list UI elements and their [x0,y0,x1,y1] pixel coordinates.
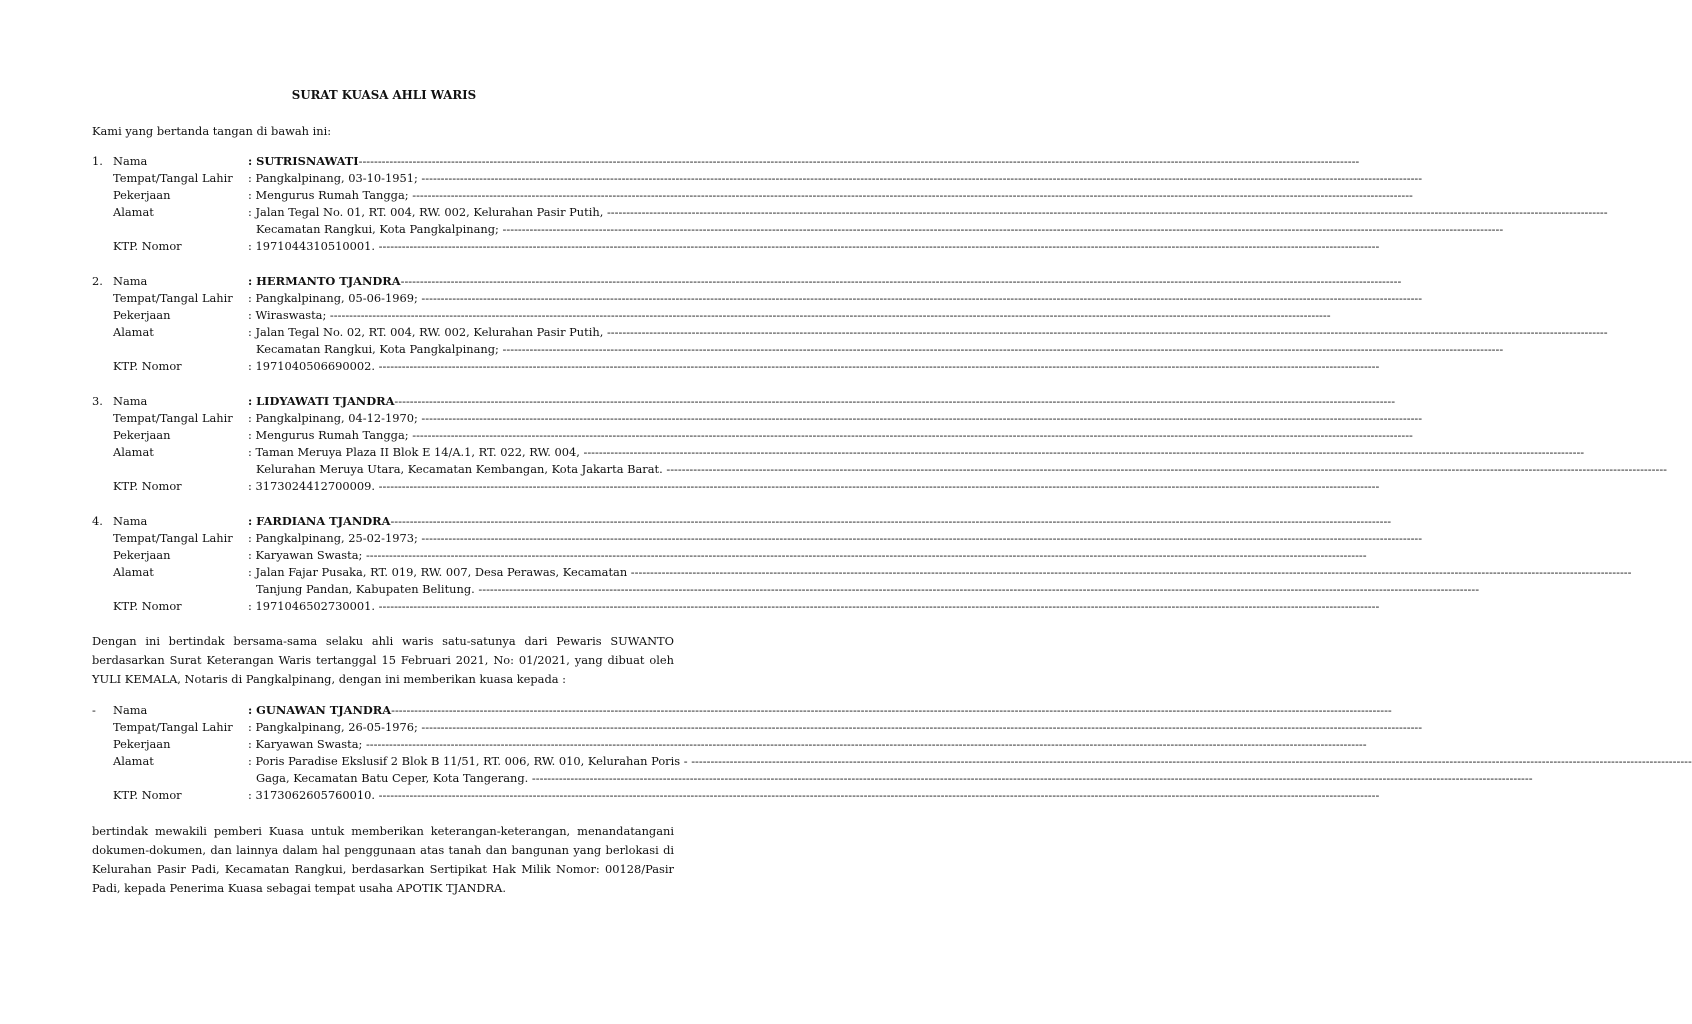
field-value-name [248,513,1392,530]
field-value-ktp [248,598,1380,615]
field-row [92,427,1413,444]
field-value-text: Tanjung Pandan, Kabupaten Belitung. [256,582,475,596]
filler-dashes: -------------------------------------------------------------------------------------------------------------------------------------------------------------------------------------------------------------------------------------------------------------------- [375,599,1380,613]
filler-dashes: -------------------------------------------------------------------------------------------------------------------------------------------------------------------------------------------------------------------------------------------------------------------- [408,428,1413,442]
field-value-job [248,427,1413,444]
field-row [92,461,1668,478]
field-value-birth [248,530,1423,547]
field-value-birth [248,170,1423,187]
field-row [92,238,1380,255]
heir-3 [92,393,1668,495]
filler-dashes: -------------------------------------------------------------------------------------------------------------------------------------------------------------------------------------------------------------------------------------------------------------------- [375,359,1380,373]
field-value-text: : Pangkalpinang, 26-05-1976; [248,720,418,734]
field-label-job: Pekerjaan [113,737,171,751]
field-value-text: : Wiraswasta; [248,308,327,322]
field-value-address2 [256,770,1533,787]
field-value-ktp [248,478,1380,495]
field-value-birth [248,410,1423,427]
field-row [92,307,1331,324]
field-label-job: Pekerjaan [113,548,171,562]
field-label-job: Pekerjaan [113,308,171,322]
power-recipient [92,702,1692,804]
field-value-text: : 3173062605760010. [248,788,376,802]
field-value-job [248,307,1331,324]
field-value-text: : Pangkalpinang, 04-12-1970; [248,411,418,425]
field-row [92,273,1402,290]
field-label-address: Alamat [113,325,154,339]
field-row [92,410,1423,427]
field-label-birth: Tempat/Tangal Lahir [113,531,233,545]
field-label-ktp: KTP. Nomor [113,479,182,493]
field-value-text: : FARDIANA TJANDRA [248,514,391,528]
field-row [92,358,1380,375]
field-value-text: Gaga, Kecamatan Batu Ceper, Kota Tangerang. [256,771,529,785]
field-label-name: Nama [113,514,148,528]
field-value-name [248,393,1396,410]
field-value-text: : SUTRISNAWATI [248,154,359,168]
field-label-birth: Tempat/Tangal Lahir [113,171,233,185]
field-label-name: Nama [113,394,148,408]
field-value-address2 [256,221,1504,238]
item-number: 4. [92,514,103,528]
item-number: 3. [92,394,103,408]
filler-dashes: -------------------------------------------------------------------------------------------------------------------------------------------------------------------------------------------------------------------------------------------------------------------- [400,274,1402,288]
field-value-text: : Mengurus Rumah Tangga; [248,188,409,202]
field-row [92,170,1423,187]
filler-dashes: -------------------------------------------------------------------------------------------------------------------------------------------------------------------------------------------------------------------------------------------------------------------- [375,479,1380,493]
field-row [92,341,1504,358]
field-value-address1 [248,564,1632,581]
field-label-ktp: KTP. Nomor [113,239,182,253]
field-value-address2 [256,581,1480,598]
field-row [92,221,1504,238]
field-label-name: Nama [113,154,148,168]
field-value-name [248,273,1402,290]
field-value-text: Kecamatan Rangkui, Kota Pangkalpinang; [256,222,499,236]
field-value-text: : HERMANTO TJANDRA [248,274,401,288]
field-value-text: : 1971040506690002. [248,359,376,373]
filler-dashes: -------------------------------------------------------------------------------------------------------------------------------------------------------------------------------------------------------------------------------------------------------------------- [603,205,1608,219]
field-value-ktp [248,358,1380,375]
filler-dashes: -------------------------------------------------------------------------------------------------------------------------------------------------------------------------------------------------------------------------------------------------------------------- [408,188,1413,202]
item-number: - [92,703,96,717]
field-label-name: Nama [113,703,148,717]
field-row [92,530,1423,547]
filler-dashes: -------------------------------------------------------------------------------------------------------------------------------------------------------------------------------------------------------------------------------------------------------------------- [528,771,1533,785]
field-label-job: Pekerjaan [113,188,171,202]
field-row [92,187,1413,204]
field-value-text: : Pangkalpinang, 25-02-1973; [248,531,418,545]
filler-dashes: -------------------------------------------------------------------------------------------------------------------------------------------------------------------------------------------------------------------------------------------------------------------- [417,411,1423,425]
field-label-job: Pekerjaan [113,428,171,442]
heir-2 [92,273,1608,375]
field-row [92,598,1380,615]
intro-text: Kami yang bertanda tangan di bawah ini: [92,124,332,138]
field-row [92,581,1480,598]
field-value-address1 [248,444,1585,461]
filler-dashes: -------------------------------------------------------------------------------------------------------------------------------------------------------------------------------------------------------------------------------------------------------------------- [417,291,1423,305]
filler-dashes: -------------------------------------------------------------------------------------------------------------------------------------------------------------------------------------------------------------------------------------------------------------------- [603,325,1608,339]
field-value-address1 [248,753,1692,770]
filler-dashes: -------------------------------------------------------------------------------------------------------------------------------------------------------------------------------------------------------------------------------------------------------------------- [362,737,1367,751]
filler-dashes: -------------------------------------------------------------------------------------------------------------------------------------------------------------------------------------------------------------------------------------------------------------------- [362,548,1367,562]
filler-dashes: -------------------------------------------------------------------------------------------------------------------------------------------------------------------------------------------------------------------------------------------------------------------- [627,565,1632,579]
field-row [92,736,1367,753]
field-value-text: Kelurahan Meruya Utara, Kecamatan Kembangan, Kota Jakarta Barat. [256,462,663,476]
field-value-text: : Mengurus Rumah Tangga; [248,428,409,442]
field-value-text: : Jalan Tegal No. 01, RT. 004, RW. 002, Kelurahan Pasir Putih, [248,205,604,219]
field-value-text: : 1971044310510001. [248,239,376,253]
filler-dashes: -------------------------------------------------------------------------------------------------------------------------------------------------------------------------------------------------------------------------------------------------------------------- [687,754,1692,768]
field-row [92,547,1367,564]
filler-dashes: -------------------------------------------------------------------------------------------------------------------------------------------------------------------------------------------------------------------------------------------------------------------- [498,342,1504,356]
filler-dashes: -------------------------------------------------------------------------------------------------------------------------------------------------------------------------------------------------------------------------------------------------------------------- [474,582,1480,596]
field-label-address: Alamat [113,565,154,579]
field-value-address2 [256,341,1504,358]
field-value-text: : 3173024412700009. [248,479,376,493]
field-label-birth: Tempat/Tangal Lahir [113,720,233,734]
field-row [92,204,1608,221]
field-value-text: : Jalan Fajar Pusaka, RT. 019, RW. 007, Desa Perawas, Kecamatan [248,565,628,579]
field-value-text: : Jalan Tegal No. 02, RT. 004, RW. 002, Kelurahan Pasir Putih, [248,325,604,339]
field-row [92,702,1392,719]
filler-dashes: -------------------------------------------------------------------------------------------------------------------------------------------------------------------------------------------------------------------------------------------------------------------- [326,308,1331,322]
field-row [92,478,1380,495]
field-value-text: : Karyawan Swasta; [248,548,363,562]
statement-paragraph: Dengan ini bertindak bersama-sama selaku ahli waris satu-satunya dari Pewaris SUWANTO berdasarkan Surat Keterangan Waris tertanggal 15 Februari 2021, No: 01/2021, yang dibuat oleh YULI KEMALA, Notaris di Pangkalpinang, dengan ini memberikan kuasa kepada : [92,634,674,686]
field-value-job [248,547,1367,564]
field-row [92,153,1360,170]
field-value-text: : Taman Meruya Plaza II Blok E 14/A.1, RT. 022, RW. 004, [248,445,580,459]
field-value-address1 [248,204,1608,221]
field-value-ktp [248,238,1380,255]
field-row [92,719,1423,736]
closing-paragraph: bertindak mewakili pemberi Kuasa untuk memberikan keterangan-keterangan, menandatangani dokumen-dokumen, dan lainnya dalam hal penggunaan atas tanah dan bangunan yang berlokasi di Kelurahan Pasir Padi, Kecamatan Rangkui, berdasarkan Sertipikat Hak Milik Nomor: 00128/Pasir Padi, kepada Penerima Kuasa sebagai tempat usaha APOTIK TJANDRA. [92,824,674,895]
field-value-job [248,736,1367,753]
field-row [92,564,1632,581]
field-row [92,770,1533,787]
filler-dashes: -------------------------------------------------------------------------------------------------------------------------------------------------------------------------------------------------------------------------------------------------------------------- [417,531,1423,545]
filler-dashes: -------------------------------------------------------------------------------------------------------------------------------------------------------------------------------------------------------------------------------------------------------------------- [391,703,1392,717]
item-number: 2. [92,274,103,288]
filler-dashes: -------------------------------------------------------------------------------------------------------------------------------------------------------------------------------------------------------------------------------------------------------------------- [662,462,1668,476]
field-value-birth [248,290,1423,307]
field-value-text: : Karyawan Swasta; [248,737,363,751]
field-value-ktp [248,787,1380,804]
field-label-address: Alamat [113,445,154,459]
field-label-name: Nama [113,274,148,288]
field-label-birth: Tempat/Tangal Lahir [113,411,233,425]
field-value-text: : LIDYAWATI TJANDRA [248,394,395,408]
field-value-text: : 1971046502730001. [248,599,376,613]
filler-dashes: -------------------------------------------------------------------------------------------------------------------------------------------------------------------------------------------------------------------------------------------------------------------- [375,239,1380,253]
field-row [92,444,1585,461]
field-value-address2 [256,461,1668,478]
document-title: SURAT KUASA AHLI WARIS [291,88,477,102]
heir-1 [92,153,1608,255]
field-value-address1 [248,324,1608,341]
filler-dashes: -------------------------------------------------------------------------------------------------------------------------------------------------------------------------------------------------------------------------------------------------------------------- [417,720,1423,734]
filler-dashes: -------------------------------------------------------------------------------------------------------------------------------------------------------------------------------------------------------------------------------------------------------------------- [358,154,1360,168]
field-value-text: : Pangkalpinang, 05-06-1969; [248,291,418,305]
field-row [92,290,1423,307]
field-value-name [248,153,1360,170]
field-row [92,753,1692,770]
field-row [92,787,1380,804]
field-label-address: Alamat [113,754,154,768]
item-number: 1. [92,154,103,168]
filler-dashes: -------------------------------------------------------------------------------------------------------------------------------------------------------------------------------------------------------------------------------------------------------------------- [394,394,1396,408]
field-row [92,324,1608,341]
field-label-ktp: KTP. Nomor [113,599,182,613]
field-label-ktp: KTP. Nomor [113,359,182,373]
filler-dashes: -------------------------------------------------------------------------------------------------------------------------------------------------------------------------------------------------------------------------------------------------------------------- [375,788,1380,802]
field-value-job [248,187,1413,204]
field-value-birth [248,719,1423,736]
field-label-ktp: KTP. Nomor [113,788,182,802]
filler-dashes: -------------------------------------------------------------------------------------------------------------------------------------------------------------------------------------------------------------------------------------------------------------------- [579,445,1585,459]
field-label-address: Alamat [113,205,154,219]
filler-dashes: -------------------------------------------------------------------------------------------------------------------------------------------------------------------------------------------------------------------------------------------------------------------- [417,171,1423,185]
filler-dashes: -------------------------------------------------------------------------------------------------------------------------------------------------------------------------------------------------------------------------------------------------------------------- [498,222,1504,236]
field-value-text: Kecamatan Rangkui, Kota Pangkalpinang; [256,342,499,356]
field-value-name [248,702,1392,719]
filler-dashes: -------------------------------------------------------------------------------------------------------------------------------------------------------------------------------------------------------------------------------------------------------------------- [390,514,1392,528]
field-value-text: : Poris Paradise Ekslusif 2 Blok B 11/51, RT. 006, RW. 010, Kelurahan Poris - [248,754,688,768]
field-label-birth: Tempat/Tangal Lahir [113,291,233,305]
field-row [92,513,1392,530]
field-row [92,393,1396,410]
heir-4 [92,513,1632,615]
field-value-text: : Pangkalpinang, 03-10-1951; [248,171,418,185]
field-value-text: : GUNAWAN TJANDRA [248,703,392,717]
